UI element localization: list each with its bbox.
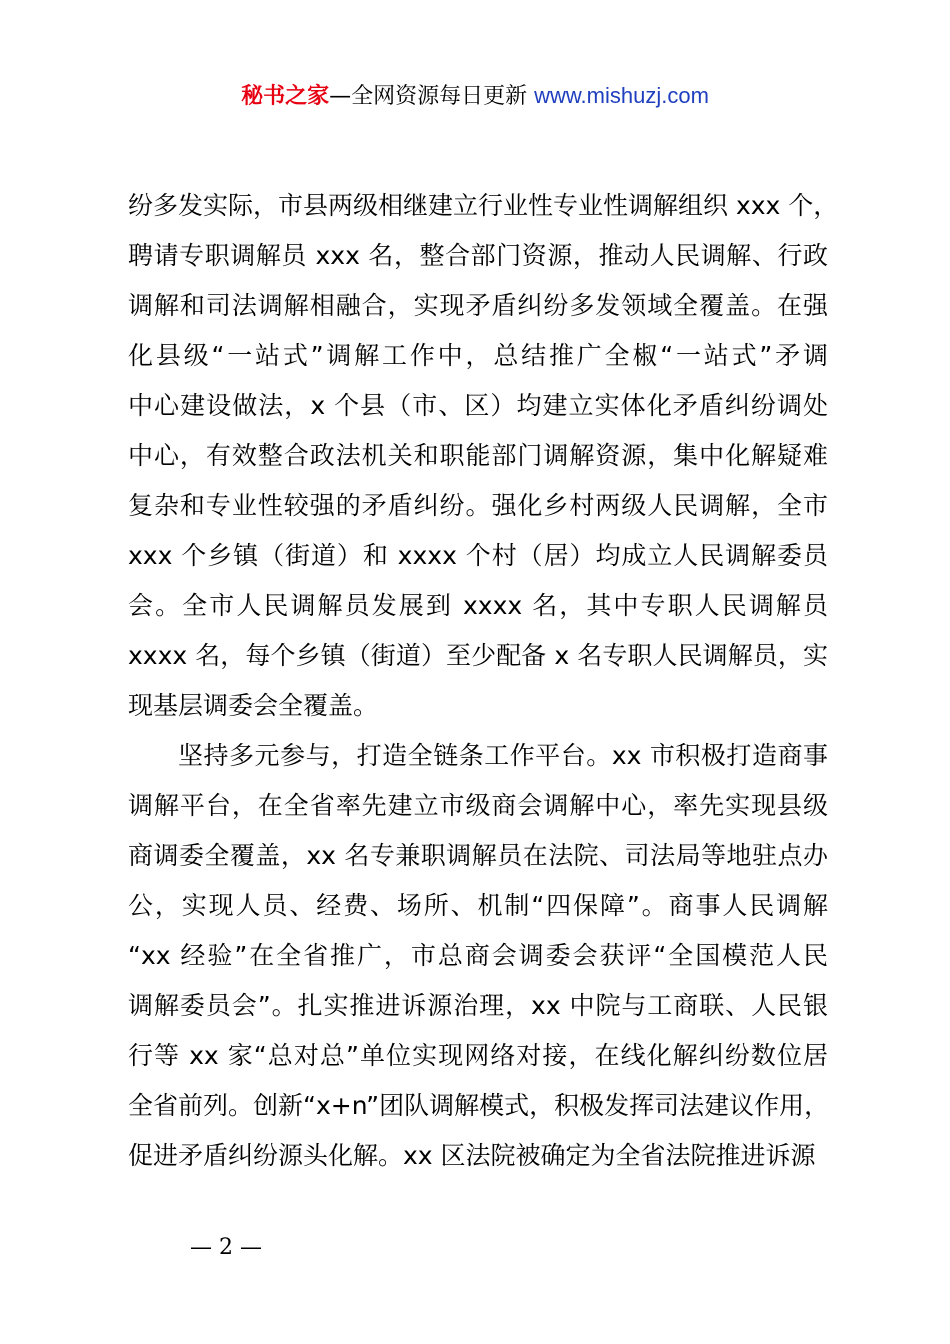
text-line (128, 1081, 828, 1131)
text-line-content: 纷多发实际，市县两级相继建立行业性专业性调解组织 xxx 个， (128, 191, 839, 220)
text-line-content: 会。全市人民调解员发展到 xxxx 名，其中专职人民调解员 (128, 591, 828, 620)
text-line-content: 公，实现人员、经费、场所、机制“四保障”。商事人民调解 (128, 891, 828, 920)
text-line-content: 调解平台，在全省率先建立市级商会调解中心，率先实现县级 (128, 791, 828, 820)
text-line-content: “xx 经验”在全省推广，市总商会调委会获评“全国模范人民 (128, 941, 828, 970)
text-line (128, 1131, 828, 1181)
text-line (128, 681, 828, 731)
site-url-link[interactable]: www.mishuzj.com (534, 83, 709, 108)
text-line-content: 复杂和专业性较强的矛盾纠纷。强化乡村两级人民调解，全市 (128, 491, 828, 520)
text-line-content: 商调委全覆盖，xx 名专兼职调解员在法院、司法局等地驻点办 (128, 841, 828, 870)
text-line (128, 331, 828, 381)
site-header (0, 80, 950, 113)
text-line-content: 中心，有效整合政法机关和职能部门调解资源，集中化解疑难 (128, 441, 828, 470)
text-line (128, 281, 828, 331)
text-line (128, 981, 828, 1031)
text-line (128, 731, 828, 781)
text-line (128, 631, 828, 681)
page-number: — 2 — (190, 1235, 262, 1260)
text-line (128, 831, 828, 881)
paragraph (128, 181, 839, 731)
document-body (128, 181, 839, 1181)
text-line (128, 931, 828, 981)
site-slogan: —全网资源每日更新 (329, 84, 535, 109)
text-line (128, 231, 828, 281)
text-line-content: xxxx 名，每个乡镇（街道）至少配备 x 名专职人民调解员，实 (128, 641, 828, 670)
text-line-content: 促进矛盾纠纷源头化解。xx 区法院被确定为全省法院推进诉源 (128, 1141, 816, 1170)
text-line-content: 全省前列。创新“x+n”团队调解模式，积极发挥司法建议作用， (128, 1091, 830, 1120)
text-line (128, 581, 828, 631)
paragraph (128, 731, 828, 1181)
text-line-content: 行等 xx 家“总对总”单位实现网络对接，在线化解纠纷数位居 (128, 1041, 828, 1070)
text-line-content: 调解委员会”。扎实推进诉源治理，xx 中院与工商联、人民银 (128, 991, 828, 1020)
text-line (128, 481, 828, 531)
text-line-content: 化县级“一站式”调解工作中，总结推广全椒“一站式”矛调 (128, 341, 828, 370)
text-line-content: xxx 个乡镇（街道）和 xxxx 个村（居）均成立人民调解委员 (128, 541, 828, 570)
text-line (128, 781, 828, 831)
site-brand: 秘书之家 (241, 84, 330, 109)
text-line (128, 181, 839, 231)
text-line-content: 调解和司法调解相融合，实现矛盾纠纷多发领域全覆盖。在强 (128, 291, 828, 320)
text-line-content: 中心建设做法，x 个县（市、区）均建立实体化矛盾纠纷调处 (128, 391, 828, 420)
text-line-content: 现基层调委会全覆盖。 (128, 691, 379, 720)
text-line (128, 531, 828, 581)
text-line-content: 聘请专职调解员 xxx 名，整合部门资源，推动人民调解、行政 (128, 241, 828, 270)
text-line (128, 381, 828, 431)
text-line (128, 1031, 828, 1081)
text-line-content: 坚持多元参与，打造全链条工作平台。xx 市积极打造商事 (178, 741, 828, 770)
text-line (128, 431, 828, 481)
text-line (128, 881, 828, 931)
